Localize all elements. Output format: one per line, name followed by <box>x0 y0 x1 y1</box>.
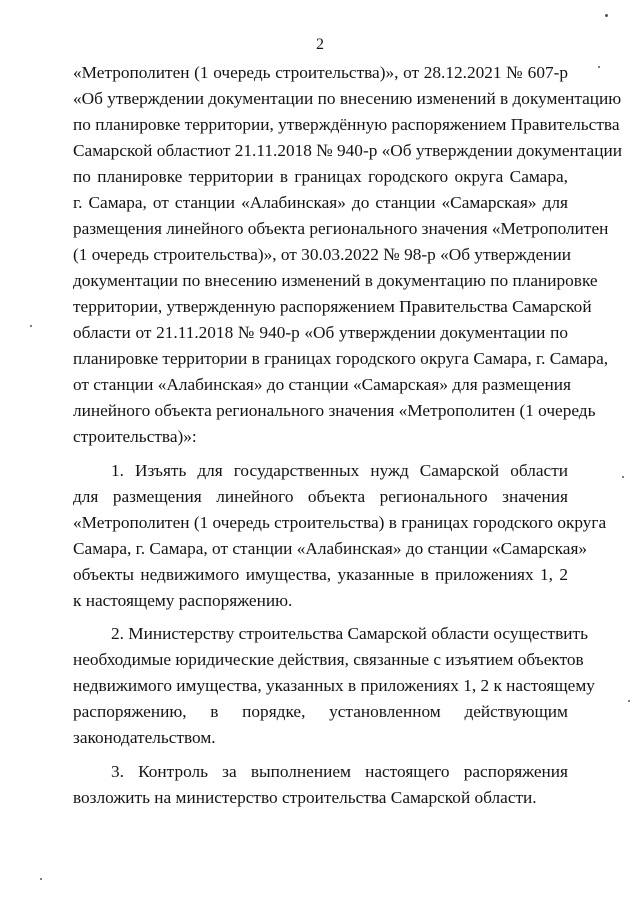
paragraph-1-first-line: 1. Изъять для государственных нужд Самарской области <box>111 461 568 480</box>
text-line: по планировке территории, утверждённую распоряжением Правительства <box>73 115 620 134</box>
text-line: Самарской областиот 21.11.2018 № 940-р «Об утверждении документации <box>73 141 622 160</box>
text-line: «Об утверждении документации по внесению изменений в документацию <box>73 89 622 108</box>
text-line: недвижимого имущества, указанных в приложениях 1, 2 к настоящему <box>73 676 595 695</box>
text-line: законодательством. <box>73 728 216 747</box>
text-line: территории, утвержденную распоряжением Правительства Самарской <box>73 297 592 316</box>
scan-speck <box>605 14 608 17</box>
text-line: по планировке территории в границах городского округа Самара, <box>73 167 568 186</box>
scan-speck <box>598 66 600 68</box>
text-line: строительства)»: <box>73 427 197 446</box>
text-line: возложить на министерство строительства Самарской области. <box>73 788 537 807</box>
text-line: «Метрополитен (1 очередь строительства)», от 28.12.2021 № 607-р <box>73 63 568 82</box>
text-line: документации по внесению изменений в документацию по планировке <box>73 271 598 290</box>
text-line: Самара, г. Самара, от станции «Алабинская» до станции «Самарская» <box>73 539 588 558</box>
scan-speck <box>622 476 624 478</box>
paragraph-3-first-line: 3. Контроль за выполнением настоящего распоряжения <box>111 762 568 781</box>
text-line: для размещения линейного объекта регионального значения <box>73 487 568 506</box>
text-line: планировке территории в границах городского округа Самара, г. Самара, <box>73 349 609 368</box>
text-line: «Метрополитен (1 очередь строительства) в границах городского округа <box>73 513 607 532</box>
scan-speck <box>30 325 32 327</box>
scan-speck <box>628 700 630 702</box>
scan-speck <box>40 878 42 880</box>
text-line: от станции «Алабинская» до станции «Самарская» для размещения <box>73 375 571 394</box>
text-line: линейного объекта регионального значения «Метрополитен (1 очередь <box>73 401 596 420</box>
paragraph-2-first-line: 2. Министерству строительства Самарской области осуществить <box>111 624 588 643</box>
text-line: размещения линейного объекта регионального значения «Метрополитен <box>73 219 609 238</box>
text-line: необходимые юридические действия, связанные с изъятием объектов <box>73 650 584 669</box>
text-line: г. Самара, от станции «Алабинская» до станции «Самарская» для <box>73 193 568 212</box>
page-number: 2 <box>316 36 324 53</box>
text-line: распоряжению, в порядке, установленном действующим <box>73 702 568 721</box>
text-line: области от 21.11.2018 № 940-р «Об утверждении документации по <box>73 323 568 342</box>
text-line: к настоящему распоряжению. <box>73 591 293 610</box>
text-line: объекты недвижимого имущества, указанные в приложениях 1, 2 <box>73 565 568 584</box>
text-line: (1 очередь строительства)», от 30.03.2022 № 98-р «Об утверждении <box>73 245 572 264</box>
